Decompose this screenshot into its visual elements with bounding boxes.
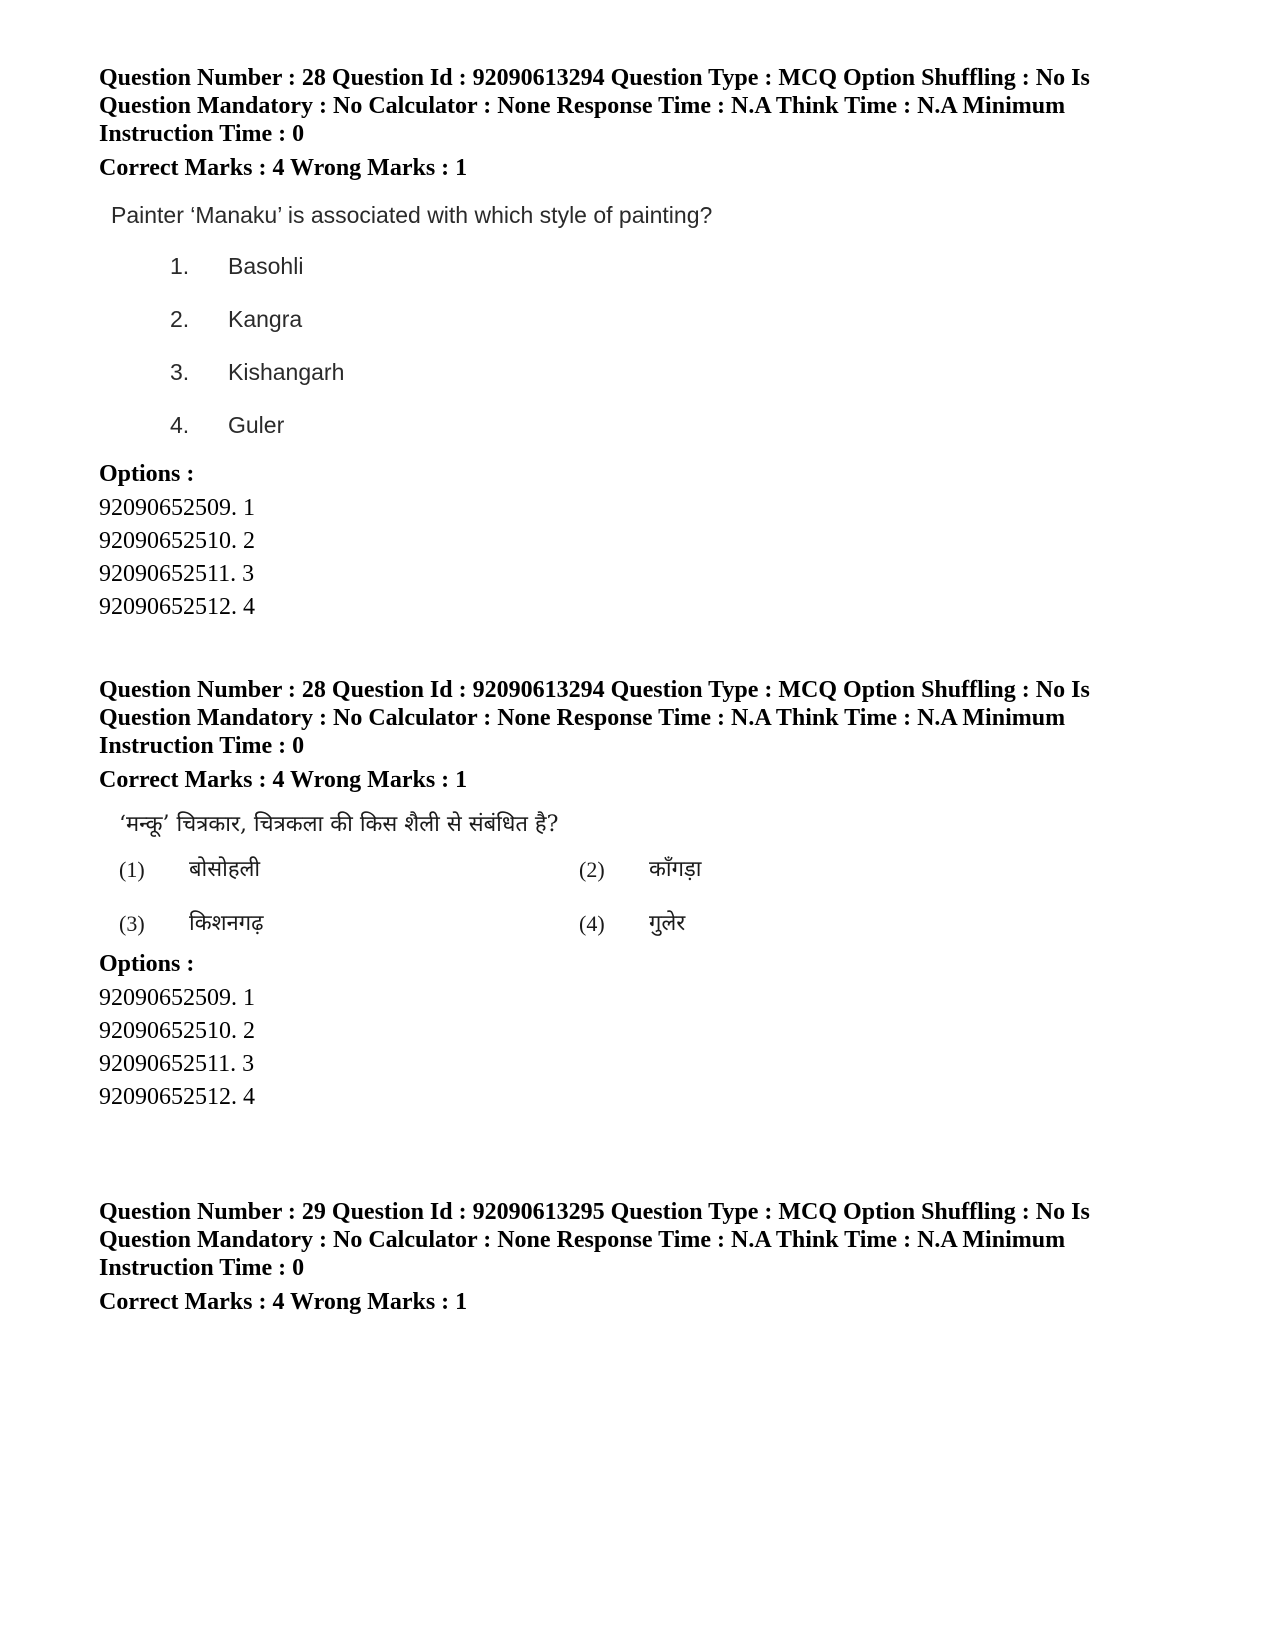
choice-number: 2. [170, 306, 190, 332]
choice-number: (3) [119, 911, 145, 936]
choice-text: Kishangarh [228, 359, 345, 385]
question-marks: Correct Marks : 4 Wrong Marks : 1 [99, 767, 468, 793]
choice-text: Guler [228, 412, 285, 438]
question-image [119, 808, 1179, 942]
question-block-29 [99, 1198, 1179, 1316]
options-heading: Options : [99, 461, 195, 487]
choice-number: (1) [119, 857, 145, 882]
choice-number: 4. [170, 412, 190, 438]
option-item: 92090652511. 3 [99, 561, 255, 587]
question-block-28-english [99, 64, 1179, 624]
choice-text: बोसोहली [189, 857, 261, 882]
question-image [111, 200, 1179, 452]
choice-item [170, 293, 1179, 346]
choice-text: काँगड़ा [649, 857, 702, 882]
choice-grid [119, 852, 1179, 942]
option-item: 92090652511. 3 [99, 1051, 255, 1077]
option-item: 92090652509. 1 [99, 985, 255, 1011]
choice-item [119, 852, 579, 888]
question-meta: Question Number : 29 Question Id : 92090613295 Question Type : MCQ Option Shuffling : No Is Question Mandatory : No Calculator : None Response Time : N.A Think Time : N.A Minimum Instruction Time : 0 [99, 1199, 1090, 1281]
choice-item [170, 240, 1179, 293]
choice-number: (2) [579, 857, 605, 882]
question-text: Painter ‘Manaku’ is associated with which style of painting? [111, 202, 713, 228]
choice-item [119, 906, 579, 942]
choice-number: 3. [170, 359, 190, 385]
choice-number: 1. [170, 253, 190, 279]
option-item: 92090652509. 1 [99, 495, 255, 521]
question-text: ‘मन्कू’ चित्रकार, चित्रकला की किस शैली से संबंधित है? [119, 812, 559, 837]
option-item: 92090652510. 2 [99, 528, 255, 554]
option-item: 92090652512. 4 [99, 594, 255, 620]
question-marks: Correct Marks : 4 Wrong Marks : 1 [99, 155, 468, 181]
choice-item [170, 399, 1179, 452]
question-meta: Question Number : 28 Question Id : 92090613294 Question Type : MCQ Option Shuffling : No Is Question Mandatory : No Calculator : None Response Time : N.A Think Time : N.A Minimum Instruction Time : 0 [99, 677, 1090, 759]
choice-item [579, 852, 879, 888]
choice-item [170, 346, 1179, 399]
option-item: 92090652512. 4 [99, 1084, 255, 1110]
question-marks: Correct Marks : 4 Wrong Marks : 1 [99, 1289, 468, 1315]
options-heading: Options : [99, 951, 195, 977]
choice-text: गुलेर [649, 911, 686, 936]
option-item: 92090652510. 2 [99, 1018, 255, 1044]
choice-number: (4) [579, 911, 605, 936]
question-block-28-hindi [99, 676, 1179, 1114]
choice-text: Basohli [228, 253, 304, 279]
choice-text: किशनगढ़ [189, 911, 264, 936]
choice-item [579, 906, 879, 942]
choice-text: Kangra [228, 306, 303, 332]
question-meta: Question Number : 28 Question Id : 92090613294 Question Type : MCQ Option Shuffling : No Is Question Mandatory : No Calculator : None Response Time : N.A Think Time : N.A Minimum Instruction Time : 0 [99, 65, 1090, 147]
